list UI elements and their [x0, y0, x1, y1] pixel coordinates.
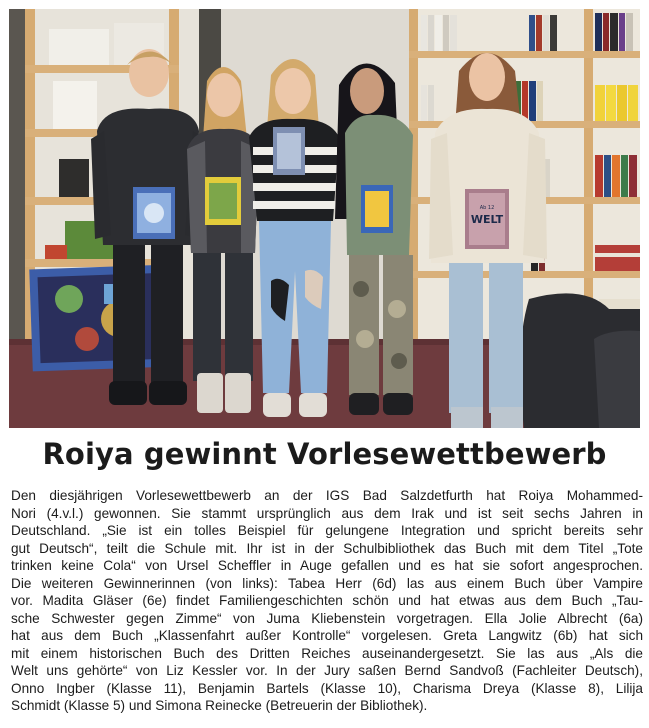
body-line: sche Schwester gegen Zimme“ von Juma Kliebenstein vorgetragen. Ella Jolie Albrecht (6a)	[11, 610, 643, 626]
body-line: Den diesjährigen Vorlesewettbewerb an der IGS Bad Salzdetfurth hat Roiya Mohammed-	[11, 488, 643, 503]
article-photo	[9, 9, 640, 428]
book-label-age: Ab 12	[479, 205, 495, 211]
body-line: vor. Madita Gläser (6e) findet Familiengeschichten schön und hat etwas aus dem Buch „Tau-	[11, 593, 643, 608]
book-welt	[465, 189, 509, 249]
body-line-last: Schmidt (Klasse 5) und Simona Reinecke (Betreuerin der Bibliothek).	[11, 698, 428, 713]
body-line: Welt uns gehörte“ von Liz Kessler vor. In der Jury saßen Bernd Sandvoß (Fachleiter Deutsch),	[11, 663, 643, 678]
body-line: gut Deutsch“, teilt die Schule mit. Ihr ist in der Schulbibliothek das Buch mit dem Titel „Tote	[11, 540, 643, 556]
book-label-welt: WELT	[470, 213, 504, 226]
body-line: mit einem historischen Buch des Dritten Reiches auseinandergesetzt. Sie las aus „Als die	[11, 645, 643, 661]
body-line: Die weiteren Gewinnerinnen (von links): Tabea Herr (6d) las aus einem Buch über Vampire	[11, 575, 643, 591]
photo-illustration	[9, 9, 640, 428]
body-line: Nori (4.v.l.) gewonnen. Sie stammt ursprünglich aus dem Irak und ist seit sechs Jahren in	[11, 505, 643, 521]
body-line: trinken keine Cola“ von Ursel Scheffler in Auge gefallen und es hat sie sofort angesprochen.	[11, 558, 643, 573]
headline: Roiya gewinnt Vorlesewettbewerb	[42, 437, 607, 471]
body-line: Deutschland. „Sie ist ein tolles Beispiel für gelungene Integration und spricht bereits sehr	[11, 523, 643, 538]
body-line: hat aus dem Buch „Klassenfahrt außer Kontrolle“ vorgelesen. Greta Langwitz (6b) hat sich	[11, 628, 643, 643]
article-body	[11, 487, 643, 715]
body-line: Onno Ingber (Klasse 11), Benjamin Bartels (Klasse 10), Charisma Dreya (Klasse 8), Lilija	[11, 680, 643, 696]
